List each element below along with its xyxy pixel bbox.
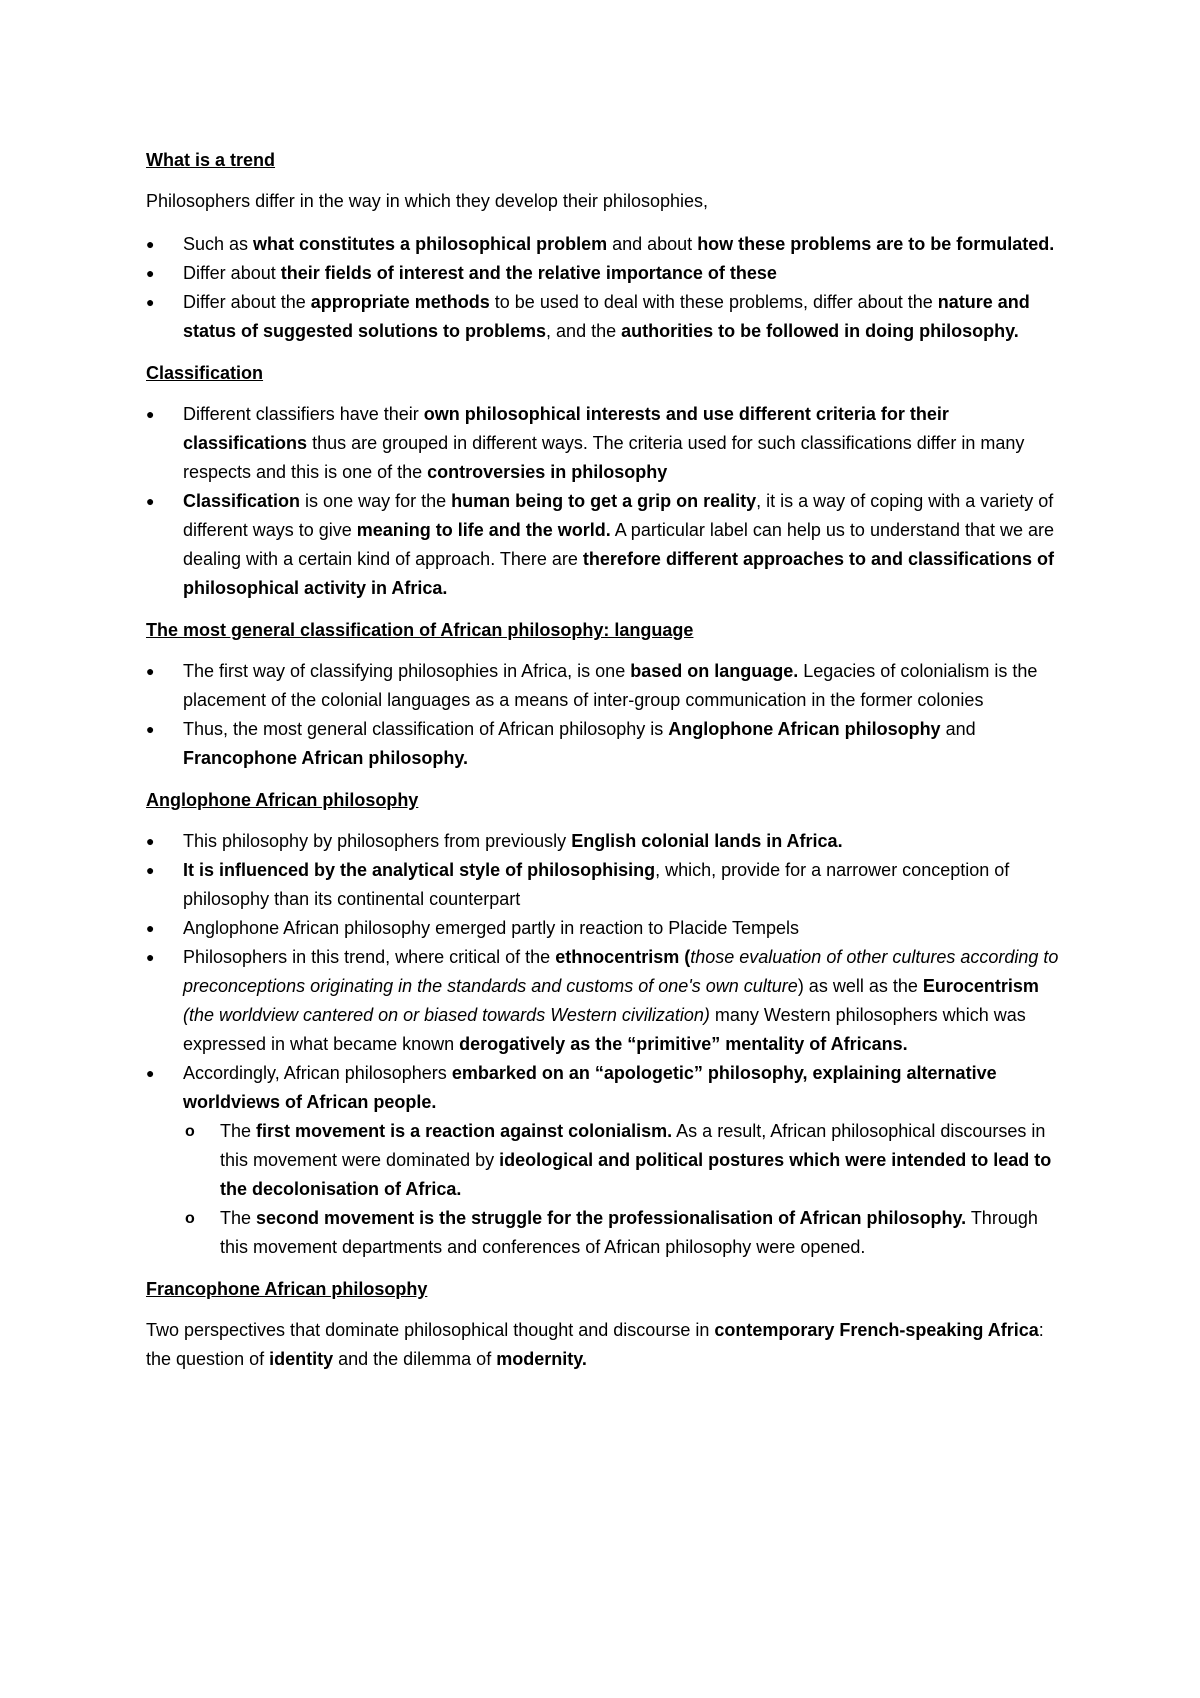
trend-intro: Philosophers differ in the way in which they develop their philosophies, bbox=[146, 191, 708, 211]
circle-bullet-icon: o bbox=[185, 1123, 195, 1140]
section-classification bbox=[146, 360, 1070, 603]
list-item-text: Philosophers in this trend, where critical of the ethnocentrism (those evaluation of other cultures according to preconceptions originating in the standards and customs of one's own culture) as well as the Eurocentrism (the worldview cantered on or biased towards Western civilization) many Western philosophers which was expressed in what became known derogatively as the “primitive” mentality of Africans. bbox=[183, 947, 1059, 1054]
bullet-icon: ● bbox=[146, 236, 155, 252]
heading-general-classification: The most general classification of African philosophy: language bbox=[146, 620, 694, 640]
bullet-icon: ● bbox=[146, 663, 155, 679]
list-item bbox=[146, 657, 1070, 715]
sub-list-item-text: The first movement is a reaction against colonialism. As a result, African philosophical discourses in this movement were dominated by ideological and political postures which were intended to lead to the decolonisation of Africa. bbox=[220, 1121, 1052, 1199]
list-item bbox=[146, 230, 1070, 259]
list-item bbox=[146, 259, 1070, 288]
bullet-icon: ● bbox=[146, 833, 155, 849]
list-item bbox=[146, 1059, 1070, 1262]
bullet-icon: ● bbox=[146, 265, 155, 281]
list-item-text: Classification is one way for the human being to get a grip on reality, it is a way of coping with a variety of different ways to give meaning to life and the world. A particular label can help us to understand that we are dealing with a certain kind of approach. There are therefore different approaches to and classifications of philosophical activity in Africa. bbox=[183, 491, 1055, 598]
list-item bbox=[146, 487, 1070, 603]
bullet-icon: ● bbox=[146, 294, 155, 310]
sub-list-item bbox=[183, 1204, 1070, 1262]
circle-bullet-icon: o bbox=[185, 1210, 195, 1227]
general-list bbox=[146, 657, 1070, 773]
bullet-icon: ● bbox=[146, 1065, 155, 1081]
bullet-icon: ● bbox=[146, 920, 155, 936]
list-item bbox=[146, 856, 1070, 914]
section-francophone bbox=[146, 1276, 1070, 1374]
heading-what-is-a-trend: What is a trend bbox=[146, 150, 276, 170]
list-item-text: Differ about the appropriate methods to be used to deal with these problems, differ about the nature and status of suggested solutions to problems, and the authorities to be followed in doing philosophy. bbox=[183, 292, 1030, 341]
section-general-classification bbox=[146, 617, 1070, 773]
list-item-text: Such as what constitutes a philosophical problem and about how these problems are to be formulated. bbox=[183, 234, 1055, 254]
bullet-icon: ● bbox=[146, 406, 155, 422]
list-item-text: The first way of classifying philosophies in Africa, is one based on language. Legacies of colonialism is the placement of the colonial languages as a means of inter-group communication in the former colonies bbox=[183, 661, 1038, 710]
francophone-paragraph: Two perspectives that dominate philosophical thought and discourse in contemporary French-speaking Africa: the question of identity and the dilemma of modernity. bbox=[146, 1320, 1044, 1369]
list-item-text: Differ about their fields of interest and the relative importance of these bbox=[183, 263, 777, 283]
list-item-text: It is influenced by the analytical style of philosophising, which, provide for a narrower conception of philosophy than its continental counterpart bbox=[183, 860, 1010, 909]
anglophone-sublist bbox=[183, 1117, 1070, 1262]
classification-list bbox=[146, 400, 1070, 603]
list-item bbox=[146, 400, 1070, 487]
list-item bbox=[146, 827, 1070, 856]
list-item-text: Thus, the most general classification of African philosophy is Anglophone African philosophy and Francophone African philosophy. bbox=[183, 719, 976, 768]
list-item-text: This philosophy by philosophers from previously English colonial lands in Africa. bbox=[183, 831, 843, 851]
heading-francophone: Francophone African philosophy bbox=[146, 1279, 428, 1299]
sub-list-item bbox=[183, 1117, 1070, 1204]
anglophone-list bbox=[146, 827, 1070, 1262]
heading-anglophone: Anglophone African philosophy bbox=[146, 790, 419, 810]
section-anglophone bbox=[146, 787, 1070, 1262]
bullet-icon: ● bbox=[146, 862, 155, 878]
list-item bbox=[146, 288, 1070, 346]
heading-classification: Classification bbox=[146, 363, 264, 383]
sub-list-item-text: The second movement is the struggle for the professionalisation of African philosophy. Through this movement departments and conferences of African philosophy were opened. bbox=[220, 1208, 1038, 1257]
bullet-icon: ● bbox=[146, 949, 155, 965]
section-what-is-a-trend bbox=[146, 147, 1070, 346]
trend-list bbox=[146, 230, 1070, 346]
list-item bbox=[146, 914, 1070, 943]
bullet-icon: ● bbox=[146, 493, 155, 509]
list-item bbox=[146, 715, 1070, 773]
list-item-text: Different classifiers have their own philosophical interests and use different criteria for their classifications thus are grouped in different ways. The criteria used for such classifications differ in many respects and this is one of the controversies in philosophy bbox=[183, 404, 1025, 482]
list-item bbox=[146, 943, 1070, 1059]
list-item-text: Anglophone African philosophy emerged partly in reaction to Placide Tempels bbox=[183, 918, 800, 938]
bullet-icon: ● bbox=[146, 721, 155, 737]
list-item-text: Accordingly, African philosophers embarked on an “apologetic” philosophy, explaining alternative worldviews of African people. bbox=[183, 1063, 997, 1112]
